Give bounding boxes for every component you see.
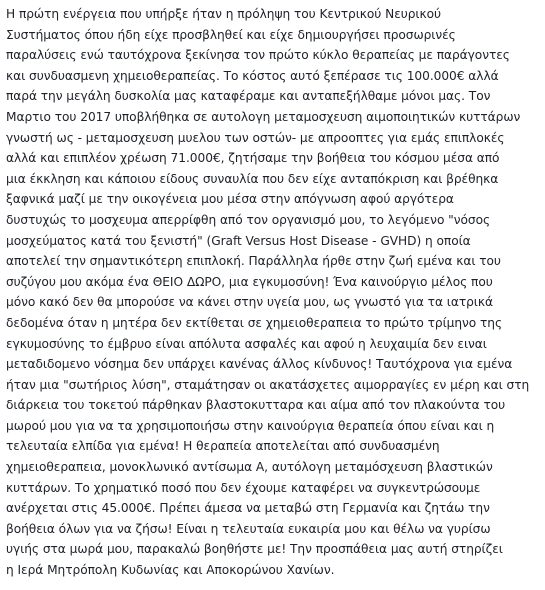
text-line: κυττάρων. Το χρηματικό ποσό που δεν έχουμε καταφέρει να συγκεντρώσουμε [6, 480, 481, 495]
text-line: υγιής στα μωρά μου, παρακαλώ βοηθήστε με! Την προσπάθεια μας αυτή στηρίζει [6, 542, 503, 557]
text-line: μόνο κακό δεν θα μπορούσε να κάνει στην υγεία μου, ως γνωστό για τα ιατρικά [6, 295, 494, 310]
text-line: χημειοθεραπεια, μονοκλωνικό αντίσωμα Α, αυτόλογη μεταμόσχευση βλαστικών [6, 460, 493, 475]
text-line: Η πρώτη ενέργεια που υπήρξε ήταν η πρόληψη του Κεντρικού Νευρικού [6, 7, 442, 21]
text-line: Μαρτιο του 2017 υποβλήθηκα σε αυτολογη μεταμοσχευση αιμοποιητικών κυττάρων [6, 109, 521, 124]
text-line: παραλύσεις ενώ ταυτόχρονα ξεκίνησα τον πρώτο κύκλο θεραπείας με παράγοντες [6, 48, 510, 63]
text-line: ξαφνικά μαζί με την οικογένεια μου μέσα στην απόγνωση αφού αργότερα [6, 192, 454, 207]
text-line: ανέρχεται στις 45.000€. Πρέπει άμεσα να μεταβώ στη Γερμανία και ζητάω την [6, 501, 490, 516]
text-line: γνωστή ως - μεταμοσχευση μυελου των οστών- με απροοπτες για εμάς επιπλοκές [6, 130, 505, 145]
text-line: εγκυμοσύνης το έμβρυο είναι απόλυτα ασφαλές και αφού η λευχαιμία δεν ειναι [6, 336, 487, 351]
text-line: μωρού μου για να τα χρησιμοποιήσω στην καινούργια θεραπεία όπου είναι και η [6, 418, 495, 433]
text-line: βοήθεια όλων για να ζήσω! Είναι η τελευταία ευκαιρία μου και θέλω να γυρίσω [6, 521, 491, 536]
text-line: μεταδιδομενο νόσημα δεν υπάρχει κανένας άλλος κίνδυνος! Ταυτόχρονα για εμένα [6, 357, 513, 372]
text-line: τελευταία ελπίδα για εμένα! Η θεραπεία αποτελείται από συνδυασμένη [6, 439, 440, 454]
text-line: αποτελεί την σημαντικότερη επιπλοκή. Παράλληλα ήρθε στην ζωή εμένα και του [6, 254, 501, 269]
text-line: διάρκεια του τοκετού πάρθηκαν βλαστοκυτταρα και αίμα από τον πλακούντα του [6, 398, 506, 413]
text-line: μοσχεύματος κατά του ξενιστή" (Graft Versus Host Disease - GVHD) η οποία [6, 233, 471, 248]
text-line: και συνδυασμενη χημειοθεραπείας. Το κόστος αυτό ξεπέρασε τις 100.000€ αλλά [6, 68, 499, 83]
text-line: δεδομένα όταν η μητέρα δεν εκτίθεται σε χημειοθεραπεια το πρώτο τρίμηνο της [6, 315, 503, 330]
text-line: ήταν μια "σωτήριος λύση", σταμάτησαν οι ακατάσχετες αιμορραγίες εν μέρη και στη [6, 377, 530, 392]
text-line: η Ιερά Μητρόπολη Κυδωνίας και Αποκορώνου Χανίων. [6, 563, 335, 578]
text-line: Συστήματος όπου ήδη είχε προσβληθεί και είχε δημιουργήσει προσωρινές [6, 27, 456, 42]
text-line: συζύγου μου ακόμα ένα ΘΕΙΟ ΔΩΡΟ, μια εγκυμοσύνη! Ένα καινούργιο μέλος που [6, 274, 493, 289]
text-line: παρά την μεγάλη δυσκολία μας καταφέραμε και ανταπεξήλθαμε μόνοι μας. Τον [6, 89, 491, 104]
text-line: μια έκκληση και κάποιου είδους συναυλία που δεν είχε ανταπόκριση και βρέθηκα [6, 171, 499, 186]
text-line: αλλά και επιπλέον χρέωση 71.000€, ζητήσαμε την βοήθεια του κόσμου μέσα από [6, 151, 500, 166]
text-line: δυστυχώς το μοσχευμα απερρίφθη από τον οργανισμό μου, το λεγόμενο "νόσος [6, 212, 491, 227]
